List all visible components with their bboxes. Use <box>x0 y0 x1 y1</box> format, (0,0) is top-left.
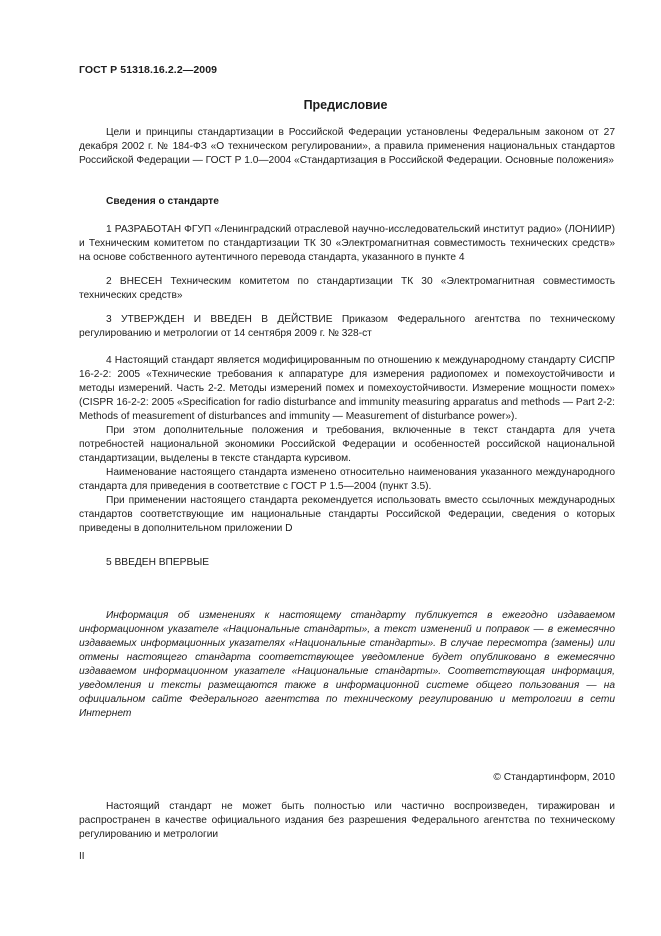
page-number: II <box>79 851 85 862</box>
copyright-line: © Стандартинформ, 2010 <box>493 772 615 783</box>
item-4-paragraph-3: Наименование настоящего стандарта изменено относительно наименования указанного международного стандарта для приведения в соответствие с ГОСТ Р 1.5—2004 (пункт 3.5). <box>79 467 615 492</box>
intro-paragraph <box>79 126 615 168</box>
item-3 <box>79 313 615 341</box>
intro-text: Цели и принципы стандартизации в Российской Федерации установлены Федеральным законом от 27 декабря 2002 г. № 184-ФЗ «О техническом регулировании», а правила применения национальных стандартов Российской Федерации — ГОСТ Р 1.0—2004 «Стандартизация в Российской Федерации. Основные положения» <box>79 127 615 166</box>
item-4-paragraph-4: При применении настоящего стандарта рекомендуется использовать вместо ссылочных международных стандартов соответствующие им национальные стандарты Российской Федерации, сведения о которых приведены в дополнительном приложении D <box>79 495 615 534</box>
item-1 <box>79 223 615 265</box>
section-title: Предисловие <box>303 98 388 112</box>
item-4-text: 4 Настоящий стандарт является модифицированным по отношению к международному стандарту СИСПР 16-2-2: 2005 «Технические требования к аппаратуре для измерения радиопомех и помехоустойчивости и методы измерений. Часть 2-2. Методы измерений помех и помехоустойчивости. Измерение мощности помех» (CISPR 16-2-2: 2005 «Specification for radio disturbance and immunity measuring apparatus and methods — Part 2-2: Methods of measurement of disturbances and immunity — Measurement of disturbance power»). <box>79 355 615 422</box>
standard-info-heading: Сведения о стандарте <box>106 196 219 207</box>
item-4-paragraph-2: При этом дополнительные положения и требования, включенные в текст стандарта для учета потребностей национальной экономики Российской Федерации и особенностей российской национальной стандартизации, выделены в тексте стандарта курсивом. <box>79 425 615 464</box>
info-notice-text: Информация об изменениях к настоящему стандарту публикуется в ежегодно издаваемом информационном указателе «Национальные стандарты», а текст изменений и поправок — в ежемесячно издаваемых информационных указателях «Национальные стандарты». В случае пересмотра (замены) или отмены настоящего стандарта соответствующее уведомление будет опубликовано в ежемесячно издаваемом информационном указателе «Национальные стандарты». Соответствующая информация, уведомления и тексты размещаются также в информационной системе общего пользования — на официальном сайте Федерального агентства по техническому регулированию и метрологии в сети Интернет <box>79 610 615 719</box>
document-header: ГОСТ Р 51318.16.2.2—2009 <box>79 64 218 76</box>
item-1-text: 1 РАЗРАБОТАН ФГУП «Ленинградский отраслевой научно-исследовательский институт радио» (ЛОНИИР) и Техническим комитетом по стандартизации ТК 30 «Электромагнитная совместимость технических средств» на основе собственного аутентичного перевода стандарта, указанного в пункте 4 <box>79 224 615 263</box>
rights-notice <box>79 800 615 842</box>
item-2 <box>79 275 615 303</box>
item-2-text: 2 ВНЕСЕН Техническим комитетом по стандартизации ТК 30 «Электромагнитная совместимость технических средств» <box>79 276 615 301</box>
info-notice <box>79 609 615 721</box>
item-5-text: 5 ВВЕДЕН ВПЕРВЫЕ <box>106 557 210 568</box>
item-4 <box>79 354 615 536</box>
item-5 <box>79 556 615 570</box>
item-3-text: 3 УТВЕРЖДЕН И ВВЕДЕН В ДЕЙСТВИЕ Приказом Федерального агентства по техническому регулированию и метрологии от 14 сентября 2009 г. № 328-ст <box>79 314 615 339</box>
rights-notice-text: Настоящий стандарт не может быть полностью или частично воспроизведен, тиражирован и распространен в качестве официального издания без разрешения Федерального агентства по техническому регулированию и метрологии <box>79 801 615 840</box>
